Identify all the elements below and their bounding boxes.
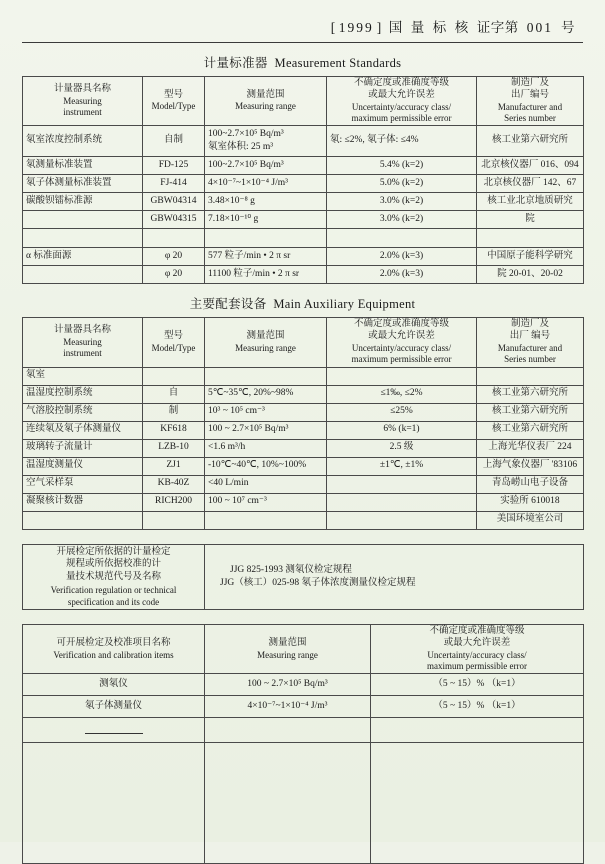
row1-name: 氡测量标准装置 xyxy=(23,157,143,175)
aux-row6-uncertainty xyxy=(327,475,477,493)
header-range xyxy=(205,318,327,367)
auxiliary-equipment-table xyxy=(22,317,584,529)
section2-title-en: Main Auxiliary Equipment xyxy=(273,297,416,312)
aux-row5-range: -10℃~40℃, 10%~100% xyxy=(205,457,327,475)
aux-row4-manufacturer: 上海光华仪表厂 224 xyxy=(477,439,584,457)
aux-row2-manufacturer: 核工业第六研究所 xyxy=(477,403,584,421)
header-model-cn: 型号 xyxy=(163,89,183,100)
label-hao: 号 xyxy=(561,20,575,35)
row0-range-line1: 100~2.7×10⁵ Bq/m³ xyxy=(208,129,284,140)
label-biao: 标 xyxy=(432,20,447,35)
header-instrument-name-en1: Measuring xyxy=(63,95,102,106)
header2-instrument-name-cn: 计量器具名称 xyxy=(53,325,111,336)
header2-manufacturer-cn1: 制造厂及 xyxy=(510,319,549,330)
row5-model: φ 20 xyxy=(143,248,205,266)
row2-manufacturer: 北京核仪器厂 142、67 xyxy=(477,175,584,193)
header-range xyxy=(205,77,327,126)
bracket-open: [ xyxy=(330,20,336,35)
aux-row6-name: 空气采样泵 xyxy=(23,475,143,493)
row3-name: 碳酸钡镭标准源 xyxy=(23,193,143,211)
aux-row0-name: 氡室 xyxy=(23,367,143,385)
aux-row3-name: 连续氡及氡子体测量仪 xyxy=(23,421,143,439)
header2-instrument-name-en2: instrument xyxy=(63,348,102,359)
table-row xyxy=(23,493,584,511)
row6-model: φ 20 xyxy=(143,266,205,284)
header-manufacturer xyxy=(477,318,584,367)
aux-row8-uncertainty xyxy=(327,511,477,529)
table-row xyxy=(23,544,584,610)
table-row xyxy=(23,385,584,403)
row6-name xyxy=(23,266,143,284)
aux-row1-model: 自 xyxy=(143,385,205,403)
spacer-cell-3 xyxy=(205,229,327,248)
page-content xyxy=(22,16,583,864)
table-row xyxy=(23,193,584,211)
aux-row2-range: 10³ ~ 10⁵ cm⁻³ xyxy=(205,403,327,421)
row4-uncertainty: 3.0% (k=2) xyxy=(327,211,477,229)
aux-row1-uncertainty: ≤1‰, ≤2% xyxy=(327,385,477,403)
row1-range: 100~2.7×10⁵ Bq/m³ xyxy=(205,157,327,175)
aux-row7-model: RICH200 xyxy=(143,493,205,511)
header2-manufacturer-cn2: 出厂 编号 xyxy=(509,331,551,342)
header-instrument-name xyxy=(23,77,143,126)
row2-range: 4×10⁻⁷~1×10⁻⁴ J/m³ xyxy=(205,175,327,193)
header-uncertainty-cn2: 或最大允许误差 xyxy=(368,89,435,100)
table-row xyxy=(23,511,584,529)
signature-underline xyxy=(85,732,143,734)
aux-row5-model: ZJ1 xyxy=(143,457,205,475)
header2-model-en: Model/Type xyxy=(151,342,196,353)
header2-uncertainty-cn1: 不确定度或准确度等级 xyxy=(353,319,449,330)
regulation-label-en2: specification and its code xyxy=(67,597,160,608)
signature-stub-cell xyxy=(23,718,205,743)
section1-title-cn: 计量标准器 xyxy=(203,56,268,70)
aux-row0-manufacturer xyxy=(477,367,584,385)
aux-row6-manufacturer: 青岛崂山电子设备 xyxy=(477,475,584,493)
aux-row7-manufacturer: 实验所 610018 xyxy=(477,493,584,511)
aux-row3-model: KF618 xyxy=(143,421,205,439)
certificate-year: 1999 xyxy=(338,20,374,35)
aux-row1-range: 5℃~35℃, 20%~98% xyxy=(205,385,327,403)
section1-title-en: Measurement Standards xyxy=(274,56,402,70)
row2-model: FJ-414 xyxy=(143,175,205,193)
aux-row5-manufacturer: 上海气象仪器厂 '83106 xyxy=(477,457,584,475)
header-divider xyxy=(22,42,583,43)
spacer-cell-5 xyxy=(477,229,584,248)
row3-manufacturer: 核工业北京地质研究 xyxy=(477,193,584,211)
header-range-cn: 测量范围 xyxy=(246,89,285,100)
header2-uncertainty-en2: maximum permissible error xyxy=(351,354,452,365)
aux-row4-uncertainty: 2.5 级 xyxy=(327,439,477,457)
header-uncertainty-en1: Uncertainty/accuracy class/ xyxy=(351,101,452,112)
aux-row0-model xyxy=(143,367,205,385)
regulation-label xyxy=(23,544,205,610)
table-row xyxy=(23,211,584,229)
header-uncertainty xyxy=(327,318,477,367)
header2-manufacturer-en2: Series number xyxy=(504,354,556,365)
header-uncertainty xyxy=(327,77,477,126)
row0-range xyxy=(205,126,327,157)
header3-uncertainty-en2: maximum permissible error xyxy=(427,661,527,672)
row0-model: 自制 xyxy=(143,126,205,157)
label-zheng: 证字第 xyxy=(476,20,519,35)
aux-row6-range: <40 L/min xyxy=(205,475,327,493)
table-row xyxy=(23,403,584,421)
aux-row8-manufacturer: 美国环境室公司 xyxy=(477,511,584,529)
row6-uncertainty: 2.0% (k=3) xyxy=(327,266,477,284)
header-model xyxy=(143,318,205,367)
row1-manufacturer: 北京核仪器厂 016、094 xyxy=(477,157,584,175)
header2-instrument-name-en1: Measuring xyxy=(63,337,102,348)
header3-range-en: Measuring range xyxy=(257,649,318,660)
aux-row5-name: 温湿度测量仪 xyxy=(23,457,143,475)
regulation-label-cn2: 规程或所依据校准的计 xyxy=(65,559,161,570)
row3-range: 3.48×10⁻⁸ g xyxy=(205,193,327,211)
row2-uncertainty: 5.0% (k=2) xyxy=(327,175,477,193)
table-row xyxy=(23,266,584,284)
header-model xyxy=(143,77,205,126)
header-uncertainty xyxy=(371,625,584,674)
row3-uncertainty: 3.0% (k=2) xyxy=(327,193,477,211)
row1-model: FD-125 xyxy=(143,157,205,175)
table-spacer-row xyxy=(23,229,584,248)
header-manufacturer-cn1: 制造厂及 xyxy=(510,78,549,88)
item-row0-range: 100 ~ 2.7×10⁵ Bq/m³ xyxy=(205,674,371,696)
aux-row0-range xyxy=(205,367,327,385)
verification-items-table xyxy=(22,624,584,864)
row3-model: GBW04314 xyxy=(143,193,205,211)
item-row1-uncertainty: （5 ~ 15）% （k=1） xyxy=(371,696,584,718)
table-row xyxy=(23,457,584,475)
header-range xyxy=(205,625,371,674)
aux-row1-name: 温湿度控制系统 xyxy=(23,385,143,403)
header-instrument-name xyxy=(23,318,143,367)
regulation-label-en1: Verification regulation or technical xyxy=(50,584,177,595)
row4-name xyxy=(23,211,143,229)
aux-row2-model: 制 xyxy=(143,403,205,421)
label-liang: 量 xyxy=(410,20,425,35)
spacer-cell-2 xyxy=(143,229,205,248)
measurement-standards-table xyxy=(22,76,584,284)
header3-items-en: Verification and calibration items xyxy=(53,649,174,660)
regulation-label-cn1: 开展检定所依据的计量检定 xyxy=(56,546,171,557)
table-row xyxy=(23,421,584,439)
table-row xyxy=(23,696,584,718)
row4-manufacturer: 院 xyxy=(477,211,584,229)
row2-name: 氡子体测量标准装置 xyxy=(23,175,143,193)
blank-area-uncertainty xyxy=(371,743,584,864)
regulation-items xyxy=(205,544,584,610)
label-he: 核 xyxy=(454,20,469,35)
item-row2-range xyxy=(205,718,371,743)
aux-row4-model: LZB-10 xyxy=(143,439,205,457)
row4-model: GBW04315 xyxy=(143,211,205,229)
table-row xyxy=(23,439,584,457)
header2-model-cn: 型号 xyxy=(163,330,183,341)
header-uncertainty-en2: maximum permissible error xyxy=(351,113,452,123)
header2-range-en: Measuring range xyxy=(235,342,296,353)
spacer-cell-1 xyxy=(23,229,143,248)
regulation-label-cn3: 量技术规范代号及名称 xyxy=(65,572,161,583)
aux-row2-name: 气溶胶控制系统 xyxy=(23,403,143,421)
header3-items-cn: 可开展检定及校准项目名称 xyxy=(56,637,171,648)
section-title-measurement-standards xyxy=(22,53,583,71)
header-model-en: Model/Type xyxy=(151,101,196,112)
blank-area-name xyxy=(23,743,205,864)
aux-row8-range xyxy=(205,511,327,529)
table-row xyxy=(23,475,584,493)
item-row0-uncertainty: （5 ~ 15）% （k=1） xyxy=(371,674,584,696)
certificate-number: 001 xyxy=(526,20,553,35)
table-row xyxy=(23,175,584,193)
aux-row3-range: 100 ~ 2.7×10⁵ Bq/m³ xyxy=(205,421,327,439)
header2-manufacturer-en1: Manufacturer and xyxy=(497,343,563,353)
row6-range: 11100 粒子/min • 2 π sr xyxy=(205,266,327,284)
row1-uncertainty: 5.4% (k=2) xyxy=(327,157,477,175)
header2-uncertainty-en1: Uncertainty/accuracy class/ xyxy=(351,343,452,353)
header3-uncertainty-cn1: 不确定度或准确度等级 xyxy=(429,626,525,637)
aux-row1-manufacturer: 核工业第六研究所 xyxy=(477,385,584,403)
table-header-row xyxy=(23,318,584,367)
header2-uncertainty-cn2: 或最大允许误差 xyxy=(368,331,435,342)
table-row xyxy=(23,743,584,864)
header-range-en: Measuring range xyxy=(235,101,296,112)
row0-uncertainty: 氡: ≤2%, 氡子体: ≤4% xyxy=(327,126,477,157)
item-row1-range: 4×10⁻⁷~1×10⁻⁴ J/m³ xyxy=(205,696,371,718)
header-verification-items xyxy=(23,625,205,674)
spacer-cell-4 xyxy=(327,229,477,248)
row0-range-line2: 氡室体积: 25 m³ xyxy=(208,142,274,153)
row4-range: 7.18×10⁻¹⁰ g xyxy=(205,211,327,229)
header-instrument-name-en2: instrument xyxy=(63,107,102,118)
item-row0-name: 测氡仪 xyxy=(23,674,205,696)
header3-range-cn: 测量范围 xyxy=(268,637,307,648)
row5-range: 577 粒子/min • 2 π sr xyxy=(205,248,327,266)
header2-range-cn: 测量范围 xyxy=(246,330,285,341)
aux-row7-name: 凝聚核计数器 xyxy=(23,493,143,511)
regulation-item-1: JJG 825-1993 测氡仪检定规程 xyxy=(230,565,352,576)
table-row xyxy=(23,248,584,266)
table-header-row xyxy=(23,625,584,674)
header-manufacturer xyxy=(477,77,584,126)
aux-row0-uncertainty xyxy=(327,367,477,385)
row0-name: 氡室浓度控制系统 xyxy=(23,126,143,157)
bracket-close: ] xyxy=(376,20,382,35)
aux-row5-uncertainty: ±1℃, ±1% xyxy=(327,457,477,475)
aux-row3-manufacturer: 核工业第六研究所 xyxy=(477,421,584,439)
row5-name: α 标准面源 xyxy=(23,248,143,266)
aux-row7-range: 100 ~ 10⁷ cm⁻³ xyxy=(205,493,327,511)
table-row xyxy=(23,674,584,696)
item-row1-name: 氡子体测量仪 xyxy=(23,696,205,718)
header3-uncertainty-en1: Uncertainty/accuracy class/ xyxy=(427,649,527,660)
table-header-row xyxy=(23,77,584,126)
label-guo: 国 xyxy=(388,20,403,35)
table-row xyxy=(23,367,584,385)
aux-row4-range: <1.6 m³/h xyxy=(205,439,327,457)
aux-row6-model: KB-40Z xyxy=(143,475,205,493)
table-row xyxy=(23,126,584,157)
row6-manufacturer: 院 20-01、20-02 xyxy=(477,266,584,284)
aux-row3-uncertainty: 6% (k=1) xyxy=(327,421,477,439)
row5-manufacturer: 中国原子能科学研究 xyxy=(477,248,584,266)
row5-uncertainty: 2.0% (k=3) xyxy=(327,248,477,266)
item-row2-uncertainty xyxy=(371,718,584,743)
header-manufacturer-en2: Series number xyxy=(504,113,556,123)
header-manufacturer-cn2: 出厂编号 xyxy=(510,89,549,100)
header-instrument-name-cn: 计量器具名称 xyxy=(53,83,111,94)
blank-area-range xyxy=(205,743,371,864)
row0-manufacturer: 核工业第六研究所 xyxy=(477,126,584,157)
aux-row8-model xyxy=(143,511,205,529)
aux-row2-uncertainty: ≤25% xyxy=(327,403,477,421)
regulation-item-2: JJG（核工）025-98 氡子体浓度测量仪检定规程 xyxy=(220,577,416,588)
certificate-header xyxy=(22,16,583,42)
header-manufacturer-en1: Manufacturer and xyxy=(497,101,563,112)
section2-title-cn: 主要配套设备 xyxy=(189,297,267,312)
aux-row4-name: 玻璃转子流量计 xyxy=(23,439,143,457)
aux-row7-uncertainty xyxy=(327,493,477,511)
aux-row8-name xyxy=(23,511,143,529)
verification-regulation-table xyxy=(22,544,584,611)
header-uncertainty-cn1: 不确定度或准确度等级 xyxy=(353,78,449,88)
header3-uncertainty-cn2: 或最大允许误差 xyxy=(443,638,511,649)
table-row xyxy=(23,718,584,743)
table-row xyxy=(23,157,584,175)
section-title-auxiliary-equipment xyxy=(22,294,583,312)
